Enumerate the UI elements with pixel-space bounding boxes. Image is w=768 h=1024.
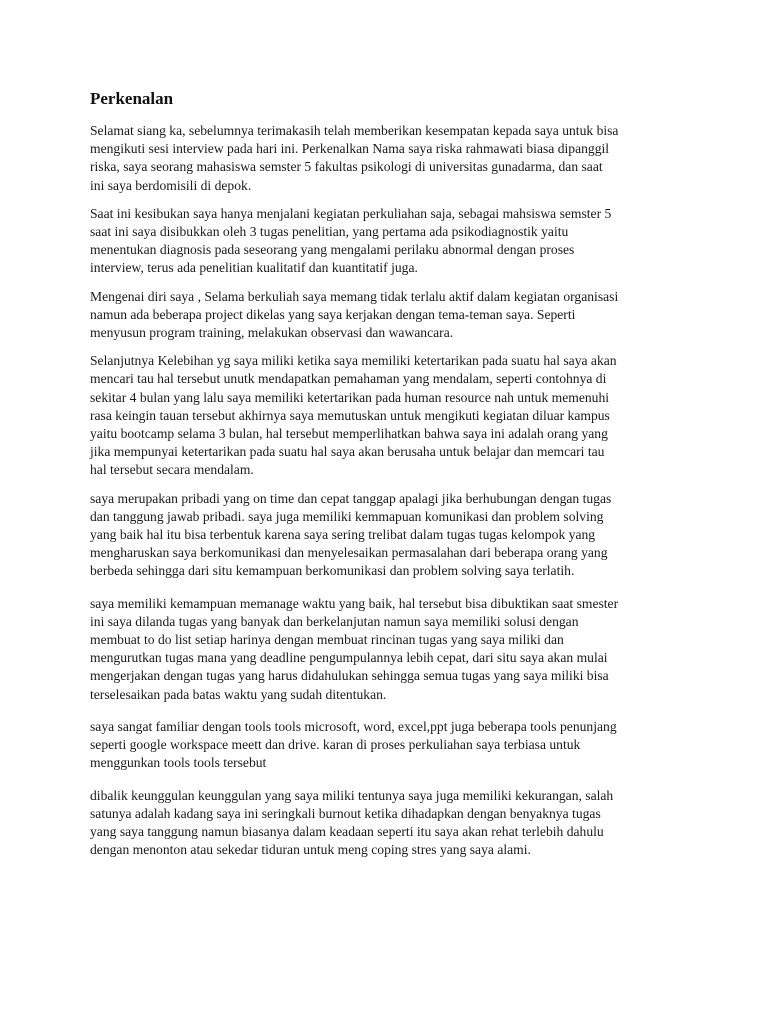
text-line: terselesaikan pada batas waktu yang sudah ditentukan. (90, 686, 387, 702)
text-line: saya memiliki kemampuan memanage waktu yang baik, hal tersebut bisa dibuktikan saat smester (90, 595, 619, 611)
text-line: mencari tau hal tersebut unutk mendapatkan pemahaman yang mendalam, seperti contohnya di (90, 371, 607, 387)
text-line: Selanjutnya Kelebihan yg saya miliki ketika saya memiliki ketertarikan pada suatu hal saya akan (90, 353, 617, 369)
text-line: rasa keingin tauan tersebut akhirnya saya memutuskan untuk mengikuti kegiatan diluar kampus (90, 407, 610, 423)
text-line: Mengenai diri saya , Selama berkuliah saya memang tidak terlalu aktif dalam kegiatan organisasi (90, 288, 619, 304)
text-line: ini saya berdomisili di depok. (90, 177, 252, 193)
text-line: Saat ini kesibukan saya hanya menjalani kegiatan perkuliahan saja, sebagai mahsiswa semster 5 (90, 205, 612, 221)
text-line: dibalik keunggulan keunggulan yang saya miliki tentunya saya juga memiliki kekurangan, salah (90, 787, 614, 803)
text-line: yang baik hal itu bisa terbentuk karena saya sering trelibat dalam tugas tugas kelompok yang (90, 527, 596, 543)
text-line: yang saya tanggung namun biasanya dalam keadaan seperti itu saya akan rehat terlebih dahulu (90, 823, 604, 839)
text-line: seperti google workspace meett dan drive. karan di proses perkuliahan saya terbiasa untuk (90, 737, 581, 753)
text-line: mengurutkan tugas mana yang deadline pengumpulannya lebih cepat, dari situ saya akan mulai (90, 650, 608, 666)
text-line: dengan menonton atau sekedar tiduran untuk meng coping stres yang saya alami. (90, 842, 531, 858)
text-line: berbeda sehingga dari situ kemampuan berkomunikasi dan problem solving saya terlatih. (90, 563, 575, 579)
paragraph-tools (90, 718, 680, 773)
text-line: interview, terus ada penelitian kualitatif dan kuantitatif juga. (90, 260, 418, 276)
document-page (90, 88, 680, 869)
text-line: satunya adalah kadang saya ini seringkali burnout ketika dihadapkan dengan benyaknya tugas (90, 805, 601, 821)
text-line: sekitar 4 bulan yang lalu saya memiliki ketertarikan pada human resource nah untuk memenuhi (90, 389, 610, 405)
paragraph-strengths (90, 352, 680, 479)
paragraph-time-management (90, 595, 680, 704)
text-line: namun ada beberapa project dikelas yang saya kerjakan dengan tema-teman saya. Seperti (90, 306, 576, 322)
text-line: riska, saya seorang mahasiswa semster 5 fakultas psikologi di universitas gunadarma, dan saat (90, 159, 603, 175)
text-line: yaitu bootcamp selama 3 bulan, hal tersebut memperlihatkan bahwa saya ini adalah orang yang (90, 426, 608, 442)
text-line: mengharuskan saya berkomunikasi dan menyelesaikan permasalahan dari beberapa orang yang (90, 545, 608, 561)
text-line: membuat to do list setiap harinya dengan membuat rincinan tugas yang saya miliki dan (90, 632, 564, 648)
paragraph-about-self (90, 288, 680, 343)
paragraph-communication (90, 490, 680, 581)
document-title: Perkenalan (90, 89, 174, 108)
text-line: jika mempunyai ketertarikan pada suatu hal saya akan berusaha untuk belajar dan memcari tau (90, 444, 605, 460)
text-line: saya merupakan pribadi yang on time dan cepat tanggap apalagi jika berhubungan dengan tugas (90, 490, 612, 506)
text-line: mengikuti sesi interview pada hari ini. Perkenalkan Nama saya riska rahmawati biasa dipanggil (90, 141, 610, 157)
text-line: Selamat siang ka, sebelumnya terimakasih telah memberikan kesempatan kepada saya untuk bisa (90, 123, 619, 138)
text-line: saat ini saya disibukkan oleh 3 tugas penelitian, yang pertama ada psikodiagnostik yaitu (90, 224, 569, 240)
text-line: dan tanggung jawab pribadi. saya juga memiliki kemmapuan komunikasi dan problem solving (90, 508, 604, 524)
paragraph-intro (90, 122, 680, 195)
text-line: menentukan diagnosis pada seseorang yang mengalami perilaku abnormal dengan proses (90, 242, 575, 258)
text-line: hal tersebut secara mendalam. (90, 462, 254, 478)
text-line: menyusun program training, melakukan observasi dan wawancara. (90, 325, 454, 341)
paragraph-weaknesses (90, 787, 680, 860)
paragraph-activities (90, 205, 680, 278)
text-line: saya sangat familiar dengan tools tools microsoft, word, excel,ppt juga beberapa tools penunjang (90, 718, 617, 734)
text-line: menggunkan tools tools tersebut (90, 755, 267, 771)
text-line: mengerjakan dengan tugas yang harus didahulukan sehingga semua tugas yang saya miliki bisa (90, 668, 609, 684)
text-line: ini saya dilanda tugas yang banyak dan berkelanjutan namun saya memiliki solusi dengan (90, 613, 579, 629)
